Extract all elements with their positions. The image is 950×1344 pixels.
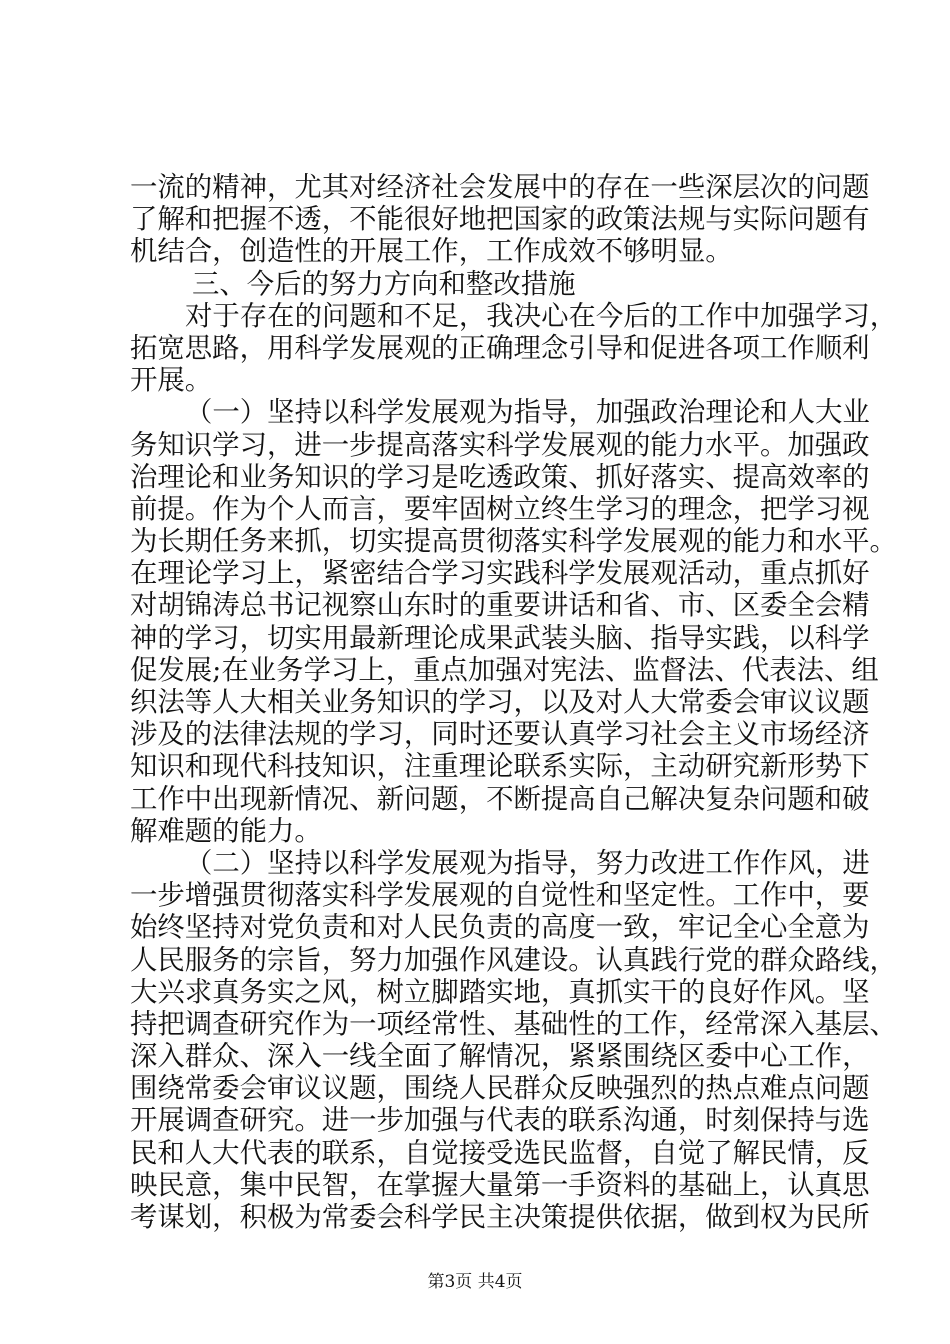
text-line: 前提。作为个人而言，要牢固树立终生学习的理念，把学习视 — [130, 493, 870, 525]
text-line: 拓宽思路，用科学发展观的正确理念引导和促进各项工作顺利 — [130, 332, 870, 364]
section-heading: 三、今后的努力方向和整改措施 — [192, 268, 576, 300]
text-line: （二）坚持以科学发展观为指导，努力改进工作作风，进 — [185, 847, 870, 879]
text-line: 开展调查研究。进一步加强与代表的联系沟通，时刻保持与选 — [130, 1105, 870, 1137]
text-line: 人民服务的宗旨，努力加强作风建设。认真践行党的群众路线， — [130, 944, 897, 976]
text-line: 织法等人大相关业务知识的学习，以及对人大常委会审议议题 — [130, 687, 870, 718]
text-line: 对于存在的问题和不足，我决心在今后的工作中加强学习， — [185, 300, 898, 332]
text-line: 促发展;在业务学习上，重点加强对宪法、监督法、代表法、组 — [130, 654, 879, 686]
text-line: 开展。 — [130, 365, 213, 397]
text-line: 深入群众、深入一线全面了解情况，紧紧围绕区委中心工作， — [130, 1041, 870, 1073]
document-body — [130, 172, 898, 1234]
text-line: 一步增强贯彻落实科学发展观的自觉性和坚定性。工作中，要 — [130, 880, 870, 912]
text-line: （一）坚持以科学发展观为指导，加强政治理论和人大业 — [185, 397, 870, 429]
text-line: 大兴求真务实之风，树立脚踏实地，真抓实干的良好作风。坚 — [130, 976, 870, 1008]
text-line: 涉及的法律法规的学习，同时还要认真学习社会主义市场经济 — [130, 719, 870, 751]
text-line: 考谋划，积极为常委会科学民主决策提供依据，做到权为民所 — [130, 1202, 870, 1233]
paragraph-intro-tail — [130, 172, 870, 269]
text-line: 在理论学习上，紧密结合学习实践科学发展观活动，重点抓好 — [130, 558, 870, 590]
text-line: 治理论和业务知识的学习是吃透政策、抓好落实、提高效率的 — [130, 461, 870, 493]
text-line: 工作中出现新情况、新问题，不断提高自己解决复杂问题和破 — [130, 783, 870, 815]
text-line: 解难题的能力。 — [130, 815, 322, 847]
text-line: 机结合，创造性的开展工作，工作成效不够明显。 — [130, 236, 733, 268]
text-line: 围绕常委会审议议题，围绕人民群众反映强烈的热点难点问题 — [130, 1073, 870, 1105]
text-line: 民和人大代表的联系，自觉接受选民监督，自觉了解民情，反 — [130, 1137, 870, 1169]
text-line: 持把调查研究作为一项经常性、基础性的工作，经常深入基层、 — [130, 1008, 897, 1040]
paragraph-two — [130, 847, 897, 1234]
text-line: 了解和把握不透，不能很好地把国家的政策法规与实际问题有 — [130, 204, 870, 236]
text-line: 对胡锦涛总书记视察山东时的重要讲话和省、市、区委全会精 — [130, 590, 870, 622]
text-line: 知识和现代科技知识，注重理论联系实际，主动研究新形势下 — [130, 751, 870, 783]
text-line: 始终坚持对党负责和对人民负责的高度一致，牢记全心全意为 — [130, 912, 870, 944]
text-line: 一流的精神，尤其对经济社会发展中的存在一些深层次的问题 — [130, 172, 870, 203]
text-line: 映民意，集中民智，在掌握大量第一手资料的基础上，认真思 — [130, 1169, 870, 1201]
text-line: 为长期任务来抓，切实提高贯彻落实科学发展观的能力和水平。 — [130, 526, 897, 558]
paragraph-resolve — [130, 300, 898, 398]
text-line: 务知识学习，进一步提高落实科学发展观的能力水平。加强政 — [130, 429, 870, 461]
text-line: 神的学习，切实用最新理论成果武装头脑、指导实践，以科学 — [130, 622, 870, 654]
paragraph-one — [130, 397, 897, 848]
page-number-footer: 第3页 共4页 — [427, 1272, 523, 1292]
